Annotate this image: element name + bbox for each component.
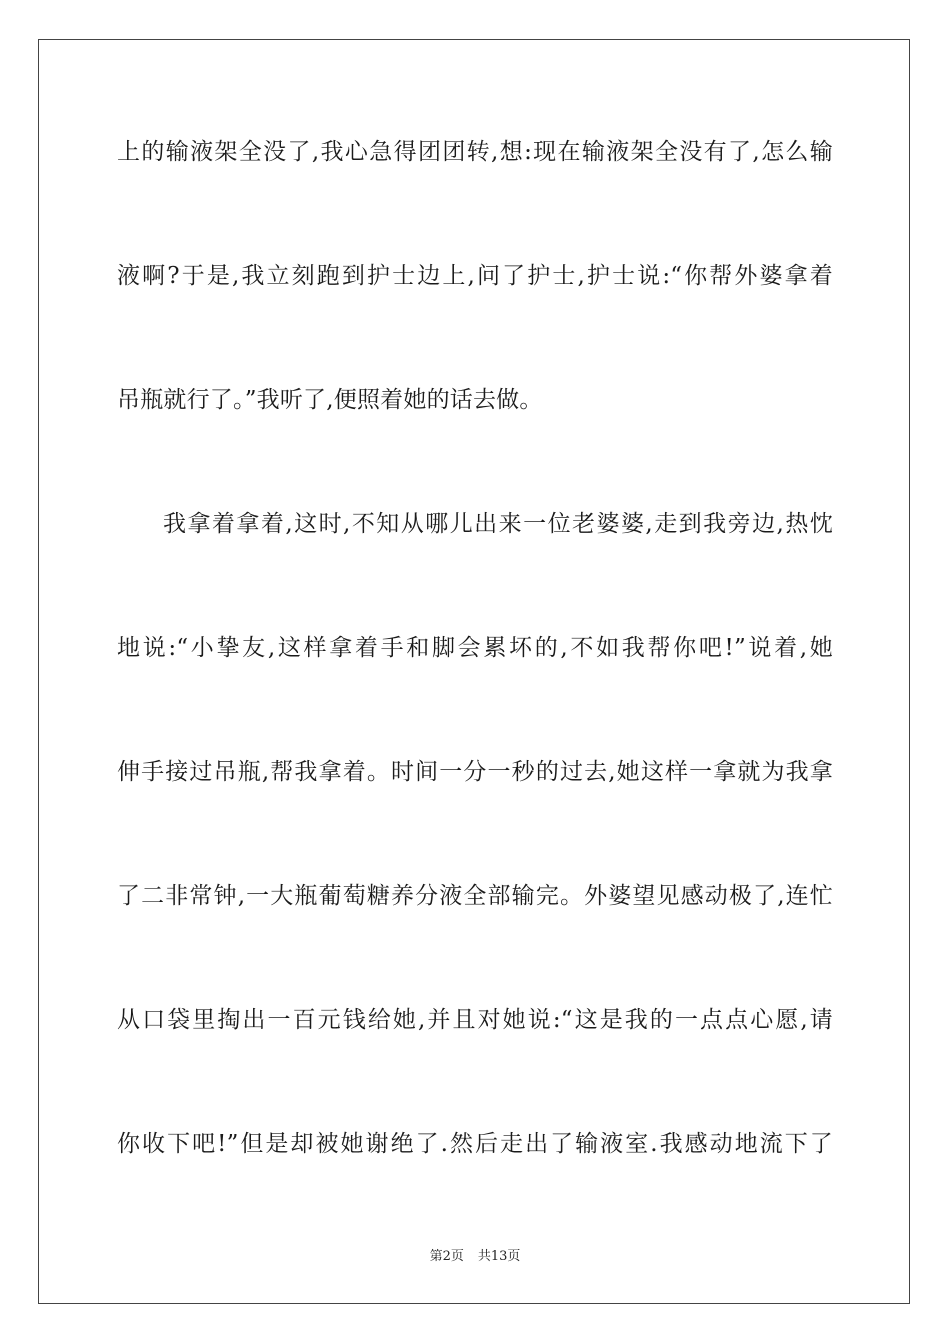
page-footer [0,1248,950,1266]
text-line-1: 上的输液架全没了,我心急得团团转,想:现在输液架全没有了,怎么输 [117,139,833,165]
text-line-8: 从口袋里掏出一百元钱给她,并且对她说:“这是我的一点点心愿,请 [117,1007,833,1033]
text-line-2: 液啊?于是,我立刻跑到护士边上,问了护士,护士说:“你帮外婆拿着 [117,263,833,289]
text-line-3: 吊瓶就行了。”我听了,便照着她的话去做。 [117,387,543,413]
page-total: 共13页 [477,1249,521,1264]
text-line-5: 地说:“小挚友,这样拿着手和脚会累坏的,不如我帮你吧!”说着,她 [117,635,833,661]
text-line-6: 伸手接过吊瓶,帮我拿着。时间一分一秒的过去,她这样一拿就为我拿 [117,759,833,785]
page-border [38,39,910,1304]
text-line-9: 你收下吧!”但是却被她谢绝了.然后走出了输液室.我感动地流下了 [117,1131,833,1157]
text-line-7: 了二非常钟,一大瓶葡萄糖养分液全部输完。外婆望见感动极了,连忙 [117,883,833,909]
text-line-4: 我拿着拿着,这时,不知从哪儿出来一位老婆婆,走到我旁边,热忱 [163,511,833,537]
page-number: 第2页 [429,1249,464,1264]
